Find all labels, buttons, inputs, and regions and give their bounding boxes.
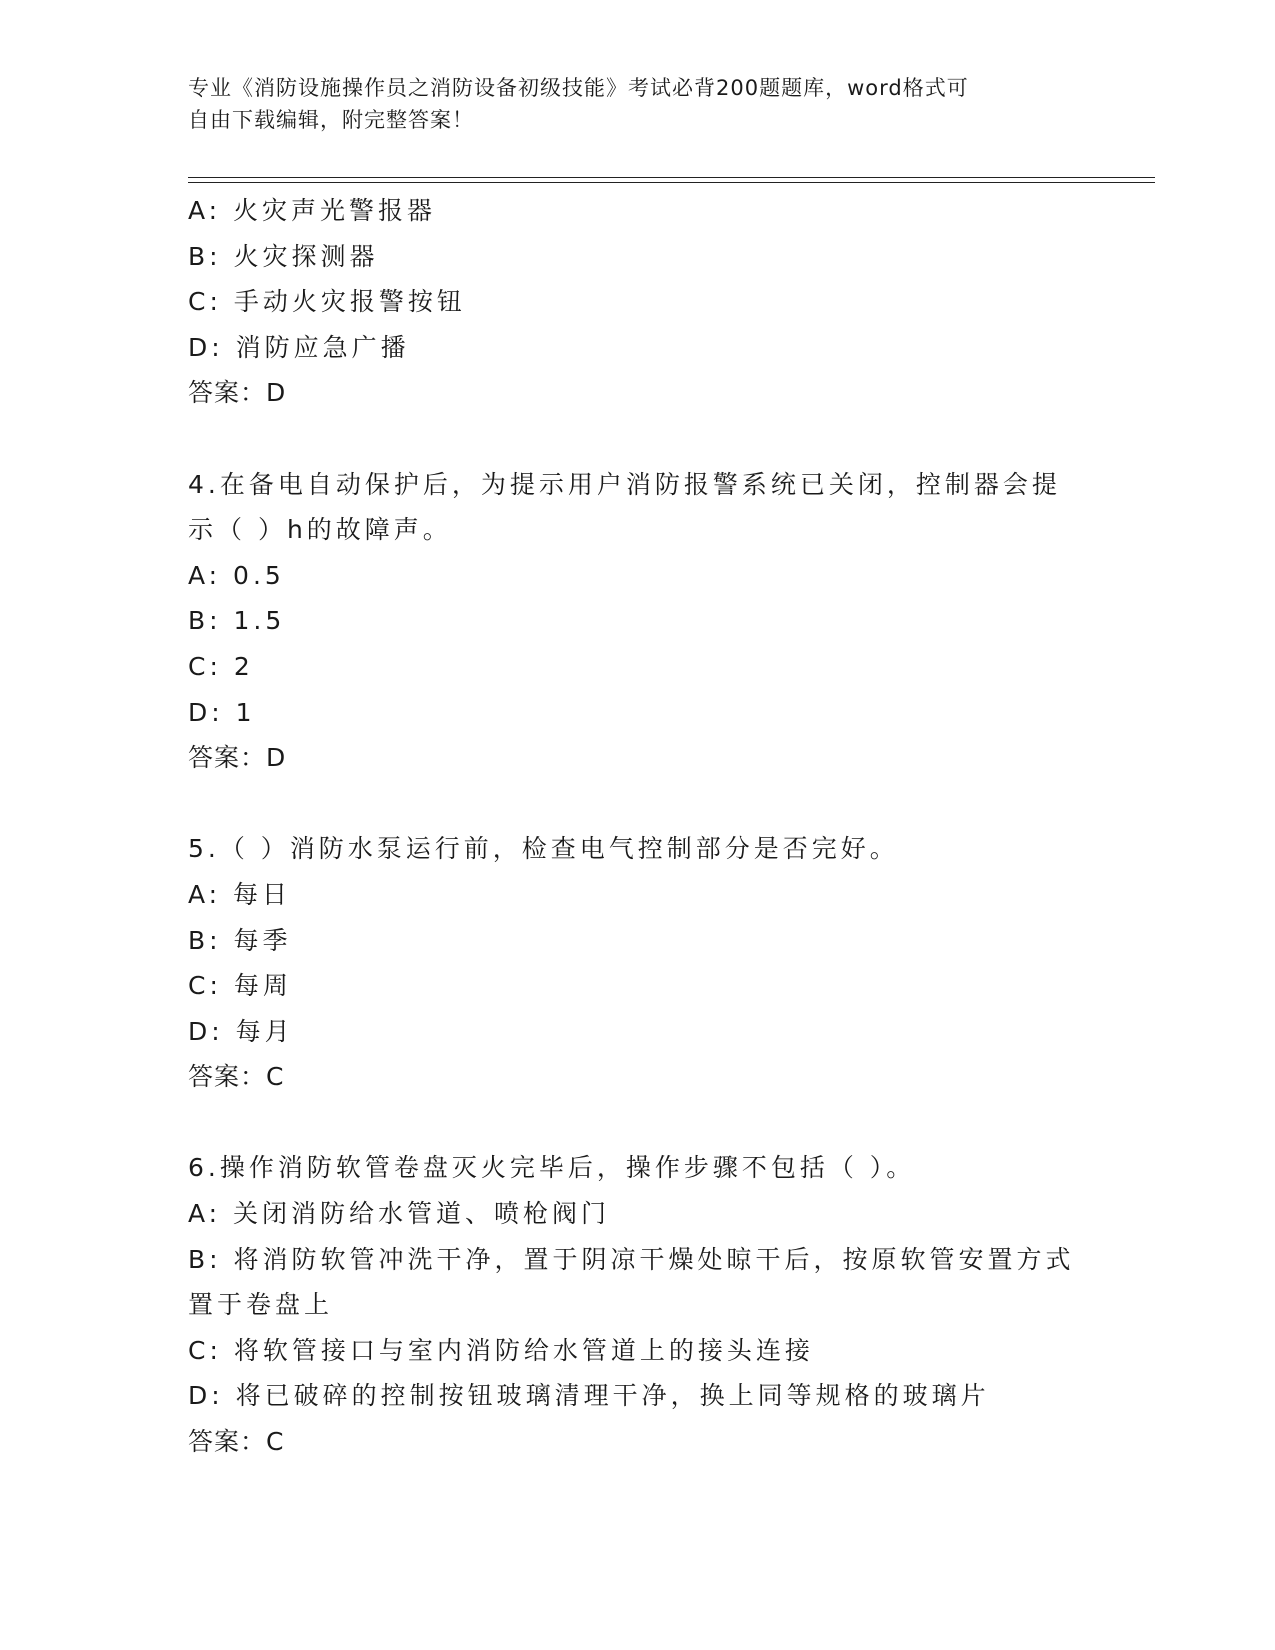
option-c: C: 2 [188, 651, 254, 681]
question-6 [188, 1145, 1088, 1464]
option-b: B: 每季 [188, 925, 292, 955]
question-stem: 6.操作消防软管卷盘灭火完毕后，操作步骤不包括（ ）。 [188, 1153, 916, 1183]
option-c: C: 手动火灾报警按钮 [188, 287, 466, 317]
option-c: C: 每周 [188, 971, 292, 1001]
answer: 答案：D [188, 378, 287, 408]
header-rule-bottom [188, 182, 1155, 183]
option-b-cont: 置于卷盘上 [188, 1290, 334, 1320]
header-rule-top [188, 177, 1155, 178]
question-3 [188, 188, 1088, 416]
question-list [188, 188, 1088, 1465]
option-d: D: 消防应急广播 [188, 332, 410, 362]
question-5 [188, 826, 1088, 1100]
option-d: D: 将已破碎的控制按钮玻璃清理干净，换上同等规格的玻璃片 [188, 1381, 990, 1411]
question-4 [188, 462, 1088, 781]
header-line-1: 专业《消防设施操作员之消防设备初级技能》考试必背200题题库，word格式可 [188, 76, 969, 100]
spacer [188, 781, 1088, 827]
option-b: B: 1.5 [188, 606, 286, 636]
option-c: C: 将软管接口与室内消防给水管道上的接头连接 [188, 1335, 814, 1365]
option-d: D: 每月 [188, 1016, 294, 1046]
answer: 答案：C [188, 1427, 285, 1457]
option-d: D: 1 [188, 697, 256, 727]
header-line-2: 自由下载编辑，附完整答案！ [188, 108, 474, 132]
spacer [188, 416, 1088, 462]
answer: 答案：C [188, 1062, 285, 1092]
question-stem: 4.在备电自动保护后，为提示用户消防报警系统已关闭，控制器会提 [188, 469, 1061, 499]
option-a: A: 关闭消防给水管道、喷枪阀门 [188, 1199, 611, 1229]
option-b: B: 将消防软管冲洗干净，置于阴凉干燥处晾干后，按原软管安置方式 [188, 1244, 1075, 1274]
question-stem-cont: 示（ ）h的故障声。 [188, 515, 452, 545]
option-a: A: 每日 [188, 879, 292, 909]
option-a: A: 火灾声光警报器 [188, 196, 437, 225]
spacer [188, 1100, 1088, 1146]
question-stem: 5.（ ）消防水泵运行前，检查电气控制部分是否完好。 [188, 834, 899, 864]
document-header [188, 72, 1068, 136]
answer: 答案：D [188, 743, 287, 773]
option-b: B: 火灾探测器 [188, 241, 379, 271]
option-a: A: 0.5 [188, 560, 285, 590]
